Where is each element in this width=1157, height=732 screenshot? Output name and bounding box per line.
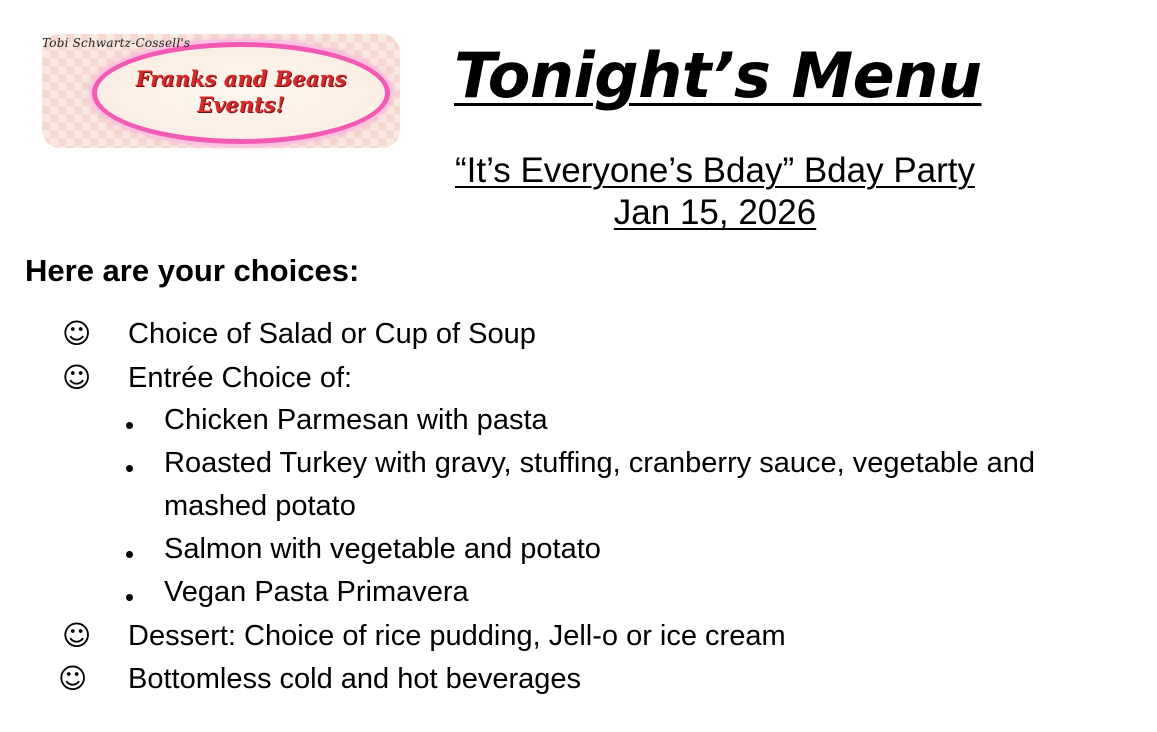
menu-item-entree: Entrée Choice of: bbox=[128, 362, 353, 394]
menu-item-dessert: Dessert: Choice of rice pudding, Jell-o or ice cream bbox=[128, 620, 786, 652]
event-name: “It’s Everyone’s Bday” Bday Party bbox=[454, 151, 976, 190]
entree-option-chicken: Chicken Parmesan with pasta bbox=[164, 404, 548, 436]
company-logo bbox=[38, 28, 404, 152]
logo-brand bbox=[92, 66, 390, 118]
entree-option-vegan: Vegan Pasta Primavera bbox=[164, 576, 469, 608]
smiley-icon: ☺ bbox=[62, 317, 92, 350]
bullet-dot bbox=[126, 465, 133, 472]
bullet-dot bbox=[126, 594, 133, 601]
event-date: Jan 15, 2026 bbox=[613, 193, 817, 232]
choices-heading: Here are your choices: bbox=[25, 253, 360, 288]
smiley-icon: ☺ bbox=[58, 662, 88, 695]
menu-item-salad-soup: Choice of Salad or Cup of Soup bbox=[128, 318, 536, 350]
bullet-dot bbox=[126, 422, 133, 429]
logo-byline: Tobi Schwartz-Cossell's bbox=[42, 36, 191, 50]
bullet-dot bbox=[126, 551, 133, 558]
entree-option-salmon: Salmon with vegetable and potato bbox=[164, 533, 601, 565]
menu-title: Tonight’s Menu bbox=[454, 39, 982, 112]
menu-item-beverages: Bottomless cold and hot beverages bbox=[128, 663, 581, 695]
smiley-icon: ☺ bbox=[62, 361, 92, 394]
smiley-icon: ☺ bbox=[62, 619, 92, 652]
logo-brand-line2: Events! bbox=[197, 92, 285, 117]
logo-brand-line1: Franks and Beans bbox=[135, 66, 347, 91]
entree-option-turkey: Roasted Turkey with gravy, stuffing, cranberry sauce, vegetable and mashed potato bbox=[164, 447, 1036, 522]
event-header bbox=[420, 150, 1010, 234]
